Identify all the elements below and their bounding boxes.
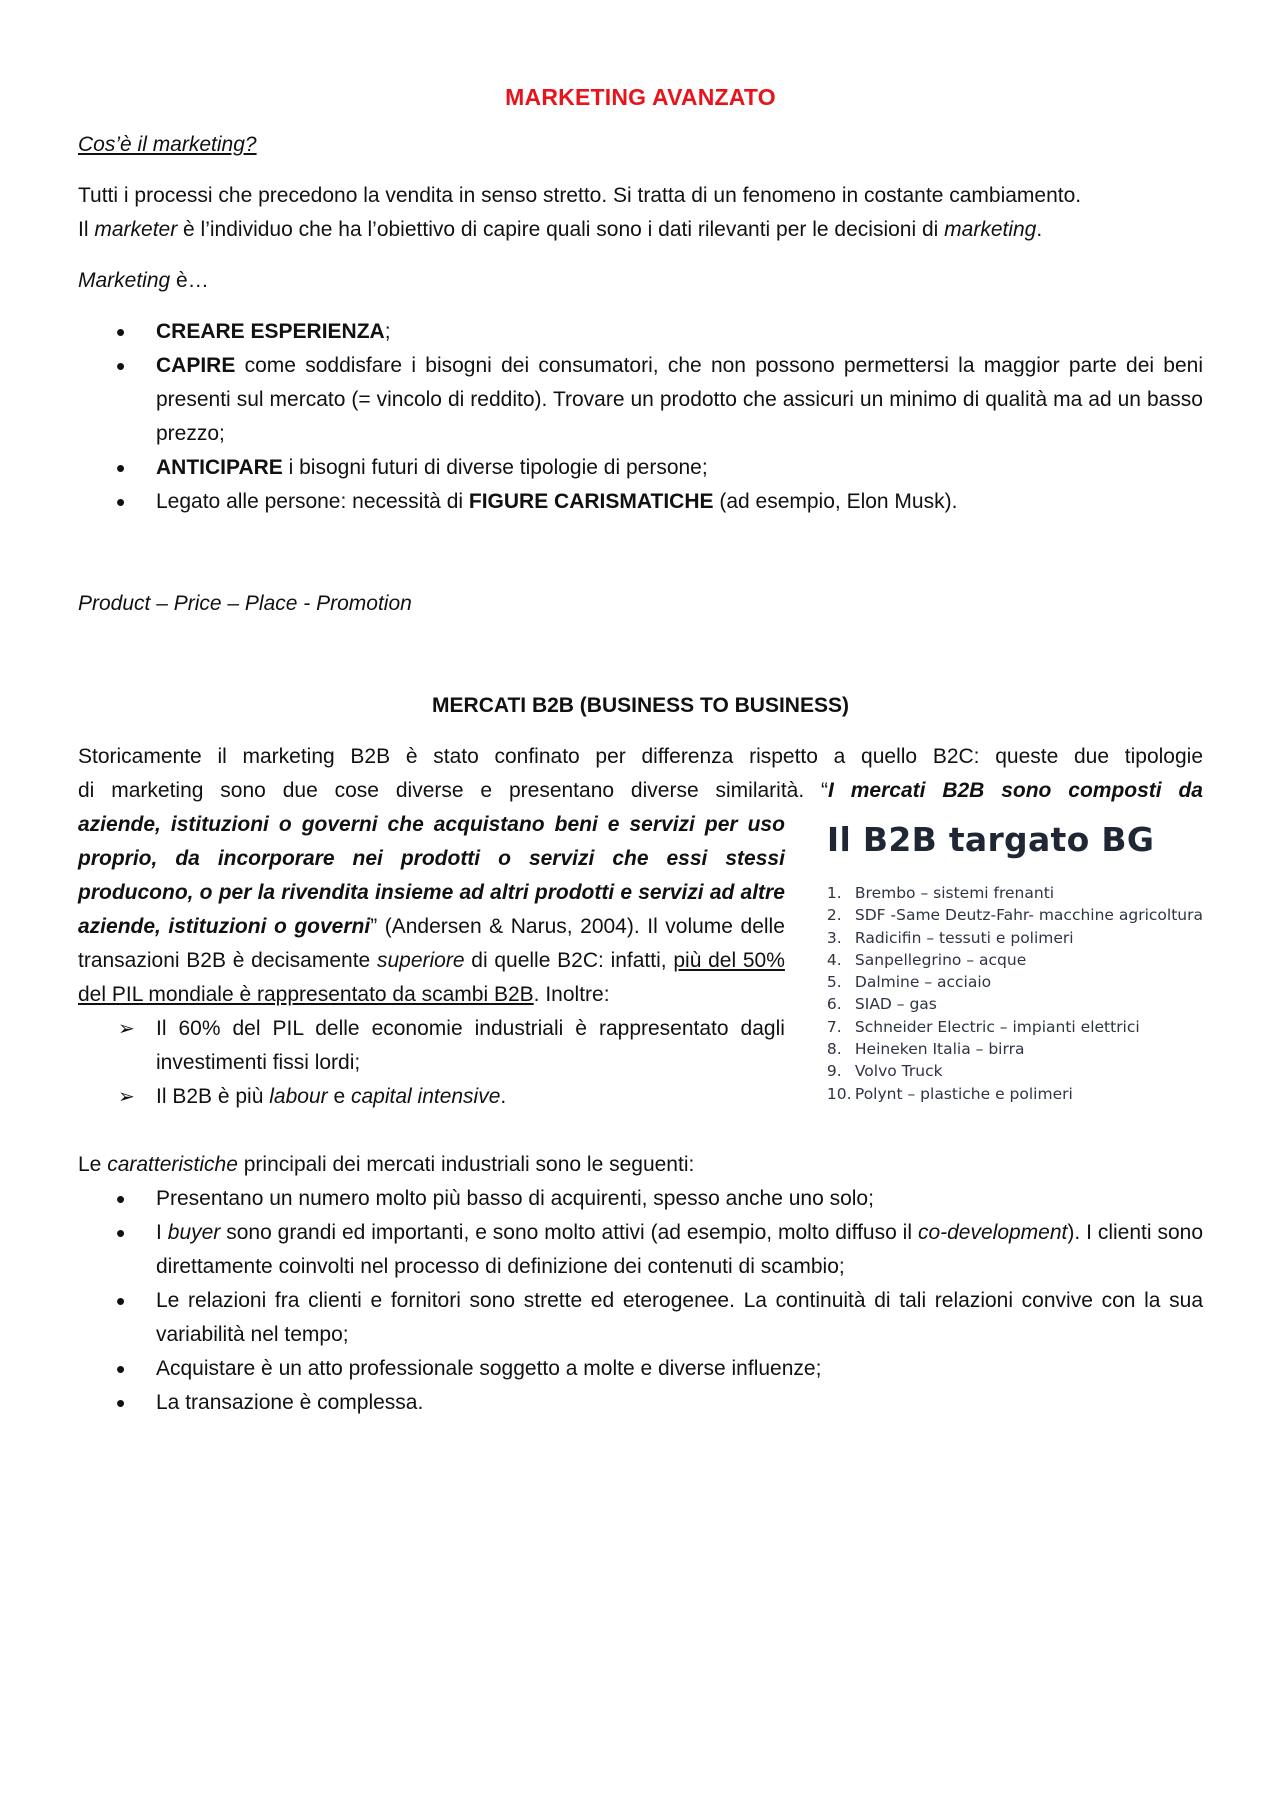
list-item: • CAPIRE come soddisfare i bisogni dei consumatori, che non possono permettersi la maggior parte dei beni presenti sul mercato (= vincolo di reddito). Trovare un prodotto che assicuri un minimo di qualità ma ad un basso prezzo; — [78, 349, 1203, 451]
list-item: 9. Volvo Truck — [826, 1062, 943, 1081]
section-subtitle: Cos’è il marketing? — [78, 133, 257, 156]
list-item: • Legato alle persone: necessità di FIGURE CARISMATICHE (ad esempio, Elon Musk). — [78, 485, 1203, 519]
b2b-two-column — [78, 808, 1203, 1114]
b2b-section-title: MERCATI B2B (BUSINESS TO BUSINESS) — [432, 694, 849, 717]
list-item: • Acquistare è un atto professionale soggetto a molte e diverse influenze; — [78, 1352, 1203, 1386]
document-title: MARKETING AVANZATO — [505, 84, 776, 110]
intro-paragraph-2: Il marketer è l’individuo che ha l’obiettivo di capire quali sono i dati rilevanti per le decisioni di marketing. — [78, 218, 1043, 241]
b2b-arrow-list — [78, 1012, 785, 1114]
list-item: 4. Sanpellegrino – acque — [826, 950, 1027, 969]
bg-company-list — [827, 882, 1203, 1105]
marketing-is-line: Marketing è… — [78, 269, 209, 292]
b2b-quote-paragraph: aziende, istituzioni o governi che acquistano beni e servizi per uso proprio, da incorporare nei prodotti o servizi che essi stessi producono, o per la rivendita insieme ad altri prodotti e servizi ad altre aziende, istituzioni o governi” (Andersen & Narus, 2004). Il volume delle transazioni B2B è decisamente superiore di quelle B2C: infatti, più del 50% del PIL mondiale è rappresentato da scambi B2B. Inoltre: — [78, 813, 785, 1006]
list-item: • Le relazioni fra clienti e fornitori sono strette ed eterogenee. La continuità di tali relazioni convive con la sua variabilità nel tempo; — [78, 1284, 1203, 1352]
characteristics-intro: Le caratteristiche principali dei mercati industriali sono le seguenti: — [78, 1153, 695, 1176]
list-item: • ANTICIPARE i bisogni futuri di diverse tipologie di persone; — [78, 451, 1203, 485]
list-item: 5. Dalmine – acciaio — [826, 973, 992, 992]
b2b-text-column — [78, 808, 785, 1114]
list-item: • CREARE ESPERIENZA; — [78, 315, 1203, 349]
four-p-line: Product – Price – Place - Promotion — [78, 592, 412, 615]
list-item: • I buyer sono grandi ed importanti, e sono molto attivi (ad esempio, molto diffuso il co-development). I clienti sono direttamente coinvolti nel processo di definizione dei contenuti di scambio; — [78, 1216, 1203, 1284]
b2b-bg-image — [827, 818, 1203, 1105]
b2b-paragraph-line-1: Storicamente il marketing B2B è stato confinato per differenza rispetto a quello B2C: queste due tipologie — [78, 745, 1203, 768]
list-item: ➢ Il B2B è più labour e capital intensive. — [78, 1080, 785, 1114]
b2b-paragraph-line-2: di marketing sono due cose diverse e presentano diverse similarità. “I mercati B2B sono composti da — [78, 779, 1203, 802]
b2b-bg-figure — [785, 808, 1203, 1114]
document-content — [78, 80, 1203, 1420]
list-item: 6. SIAD – gas — [826, 995, 937, 1014]
characteristics-list — [78, 1182, 1203, 1420]
list-item: 8. Heineken Italia – birra — [826, 1040, 1025, 1059]
list-item: 2. SDF -Same Deutz-Fahr- macchine agricoltura — [826, 906, 1203, 925]
list-item: 1. Brembo – sistemi frenanti — [826, 884, 1055, 902]
list-item: 7. Schneider Electric – impianti elettrici — [826, 1017, 1140, 1036]
marketing-bullet-list — [78, 315, 1203, 519]
list-item: • Presentano un numero molto più basso di acquirenti, spesso anche uno solo; — [78, 1182, 1203, 1216]
intro-paragraph-1: Tutti i processi che precedono la vendita in senso stretto. Si tratta di un fenomeno in costante cambiamento. — [78, 184, 1082, 207]
list-item: ➢ Il 60% del PIL delle economie industriali è rappresentato dagli investimenti fissi lordi; — [78, 1012, 785, 1080]
bg-figure-title: Il B2B targato BG — [826, 820, 1155, 859]
list-item: 3. Radicifin – tessuti e polimeri — [826, 928, 1074, 947]
list-item: 10. Polynt – plastiche e polimeri — [826, 1084, 1073, 1103]
list-item: • La transazione è complessa. — [78, 1386, 1203, 1420]
